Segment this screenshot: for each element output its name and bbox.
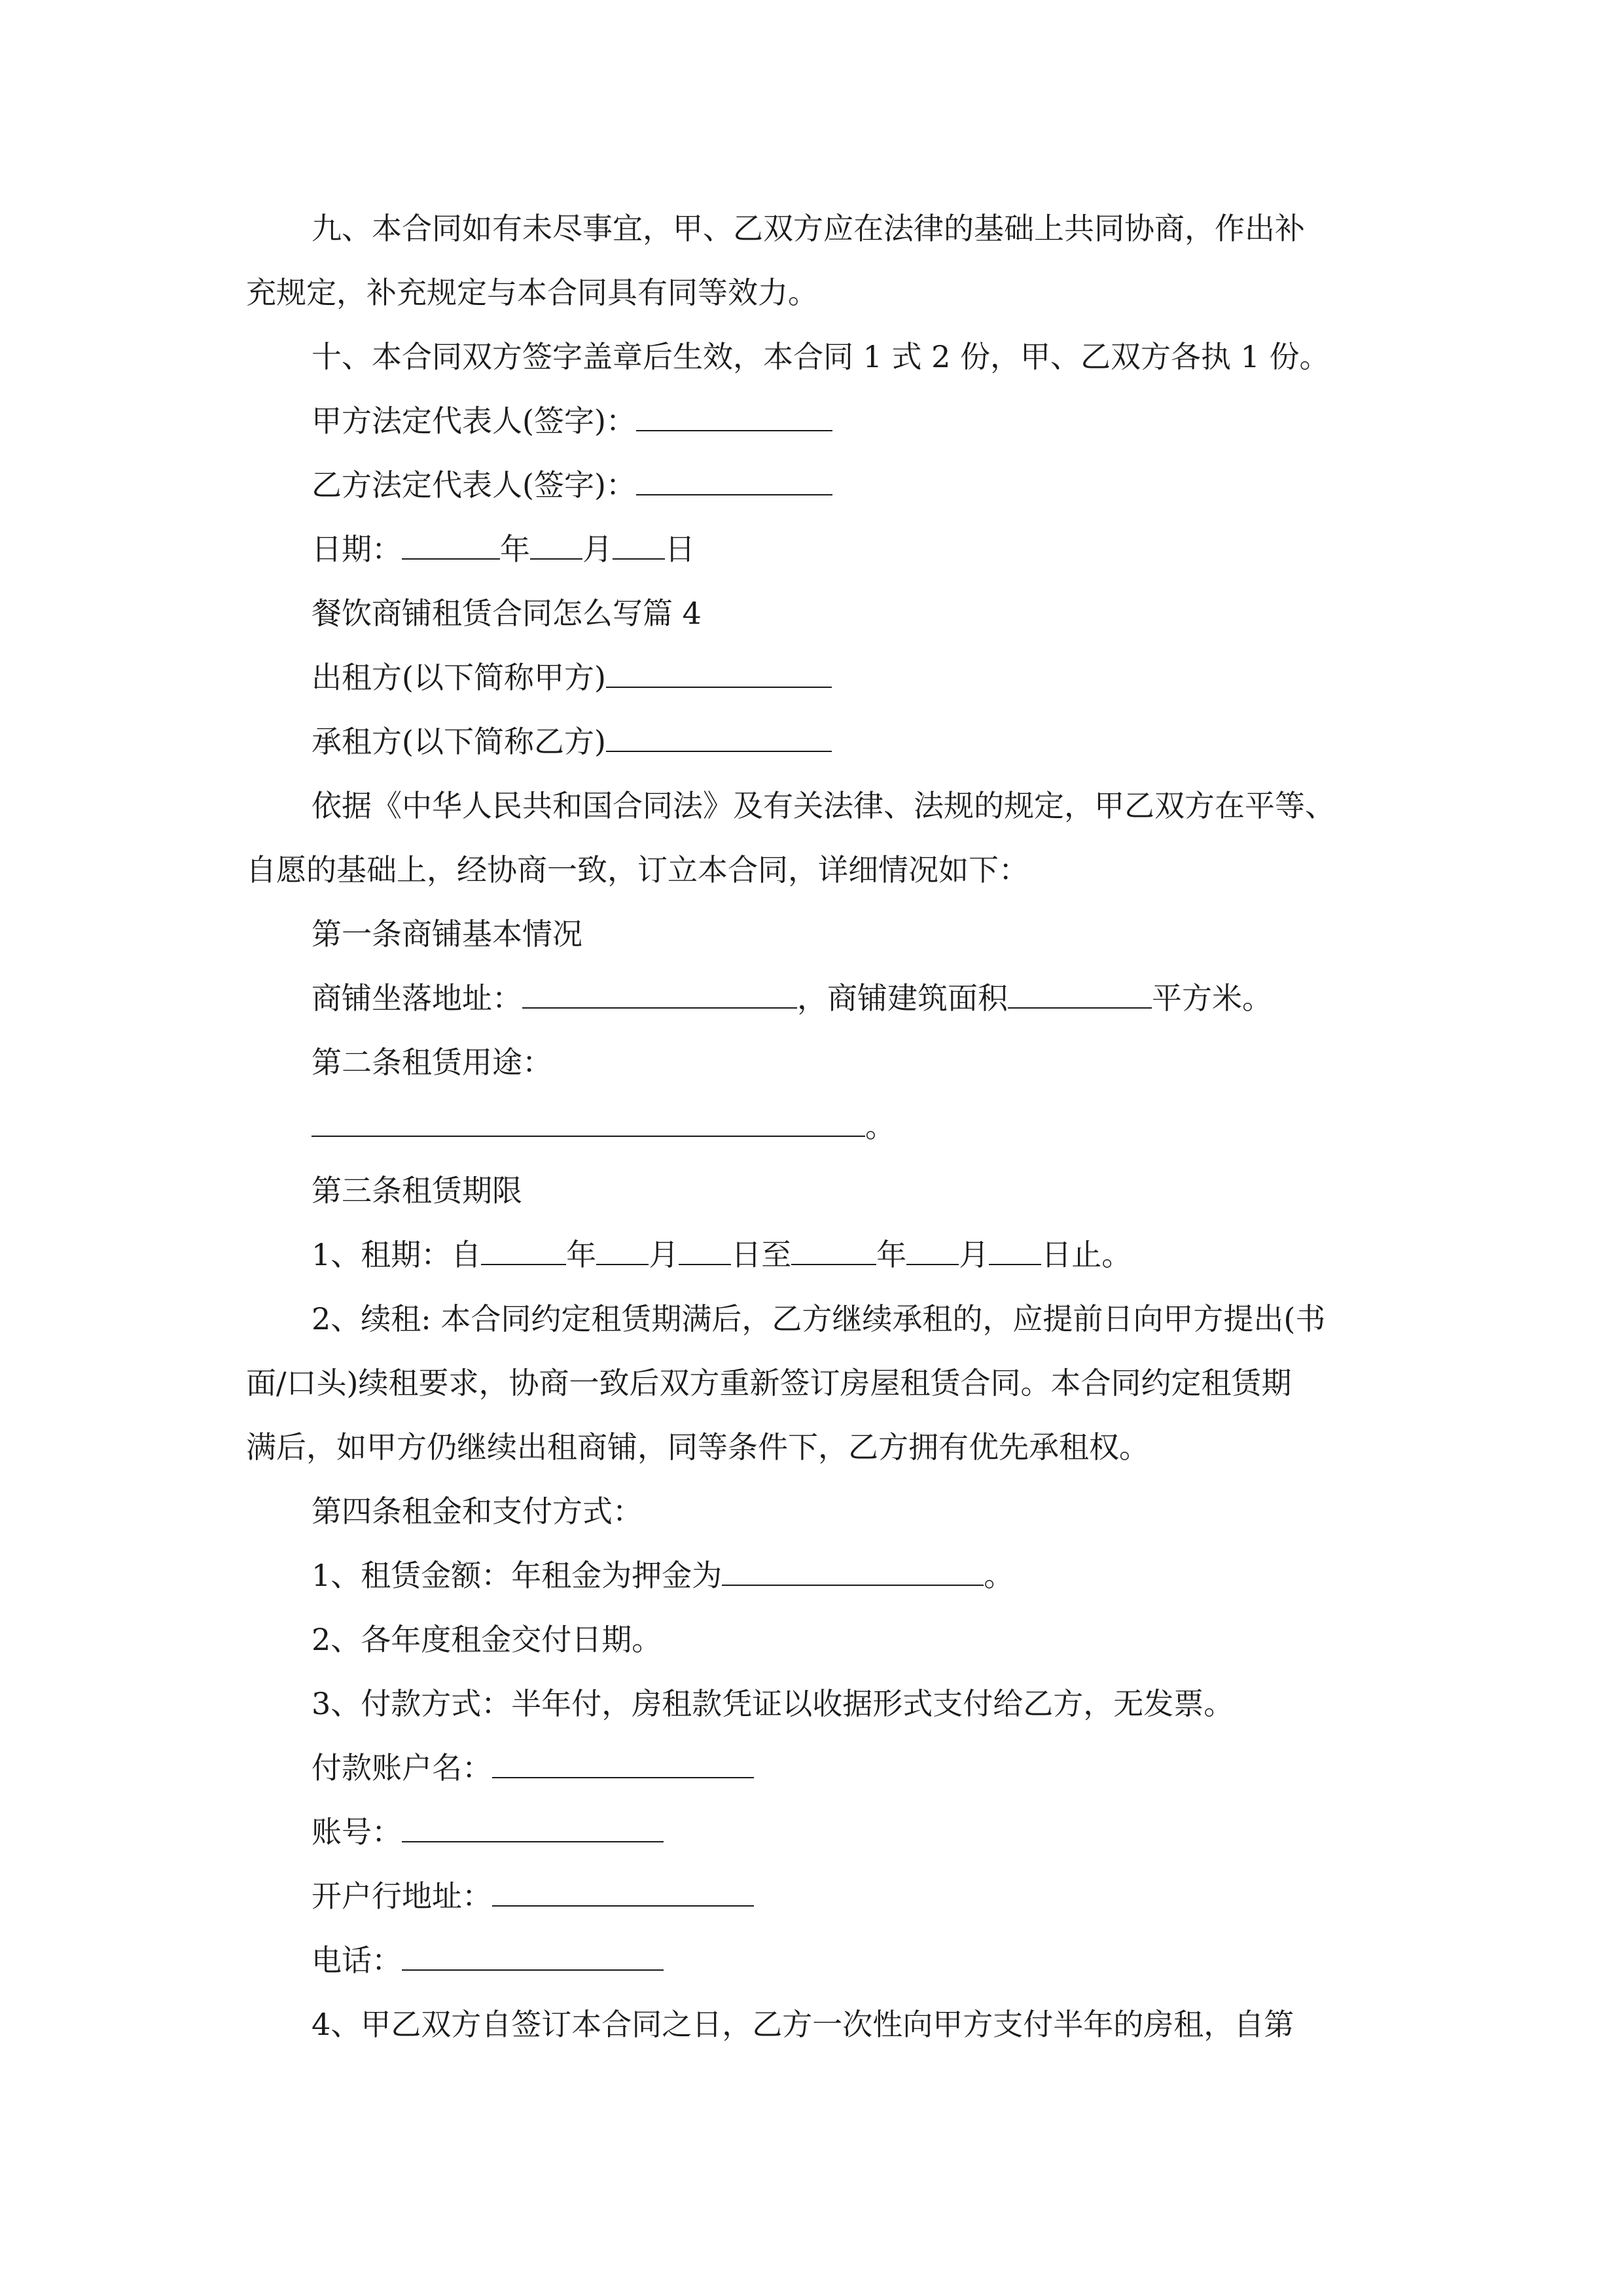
account-number-blank[interactable] (402, 1802, 664, 1842)
lessee-blank[interactable] (606, 711, 832, 752)
preamble-line-1: 依据《中华人民共和国合同法》及有关法律、法规的规定，甲乙双方在平等、 (312, 788, 1335, 823)
rent-payment-date-line: 2、各年度租金交付日期。 (312, 1622, 662, 1657)
lessee-line: 承租方(以下简称乙方) (312, 709, 832, 774)
phone-line: 电话： (312, 1928, 664, 1992)
term-start-month-blank[interactable] (596, 1225, 649, 1265)
term-end-day-blank[interactable] (989, 1225, 1041, 1265)
party-a-signature: 甲方法定代表人(签字)： (312, 389, 832, 453)
date-year-blank[interactable] (402, 519, 500, 560)
shop-area-blank[interactable] (1008, 968, 1152, 1009)
lease-purpose-line: 。 (312, 1094, 895, 1158)
article-four-heading: 第四条租金和支付方式： (312, 1494, 643, 1529)
account-name-line: 付款账户名： (312, 1736, 754, 1800)
preamble-line-2: 自愿的基础上，经协商一致，订立本合同，详细情况如下： (246, 852, 1029, 888)
lease-term-line: 1、租期：自 年 月 日至 年 月 日止。 (312, 1223, 1132, 1287)
party-b-signature-blank[interactable] (636, 455, 832, 495)
renewal-line-3: 满后，如甲方仍继续出租商铺，同等条件下，乙方拥有优先承租权。 (246, 1429, 1149, 1465)
article-one-heading: 第一条商铺基本情况 (312, 916, 582, 952)
bank-address-blank[interactable] (492, 1866, 754, 1907)
account-name-blank[interactable] (492, 1738, 754, 1778)
term-start-day-blank[interactable] (679, 1225, 731, 1265)
deposit-blank[interactable] (722, 1545, 984, 1586)
renewal-line-1: 2、续租: 本合同约定租赁期满后，乙方继续承租的，应提前日向甲方提出(书 (312, 1301, 1326, 1336)
account-number-line: 账号： (312, 1800, 664, 1864)
bank-address-line: 开户行地址： (312, 1864, 754, 1928)
shop-address-blank[interactable] (522, 968, 797, 1009)
lease-purpose-blank[interactable] (312, 1096, 865, 1137)
article-three-heading: 第三条租赁期限 (312, 1173, 522, 1208)
clause-nine-line-1: 九、本合同如有未尽事宜，甲、乙双方应在法律的基础上共同协商，作出补 (312, 211, 1305, 246)
clause-nine-line-2: 充规定，补充规定与本合同具有同等效力。 (246, 275, 818, 310)
term-end-year-blank[interactable] (791, 1225, 876, 1265)
renewal-line-2: 面/口头)续租要求，协商一致后双方重新签订房屋租赁合同。本合同约定租赁期 (246, 1365, 1292, 1401)
lessor-blank[interactable] (606, 647, 832, 688)
party-b-signature: 乙方法定代表人(签字)： (312, 453, 832, 517)
section-title: 餐饮商铺租赁合同怎么写篇 4 (312, 596, 702, 631)
date-day-blank[interactable] (613, 519, 665, 560)
clause-ten: 十、本合同双方签字盖章后生效，本合同 1 式 2 份，甲、乙双方各执 1 份。 (312, 339, 1330, 374)
clause-four-line: 4、甲乙双方自签订本合同之日，乙方一次性向甲方支付半年的房租，自第 (312, 2007, 1294, 2042)
phone-blank[interactable] (402, 1930, 664, 1971)
payment-method-line: 3、付款方式：半年付，房租款凭证以收据形式支付给乙方，无发票。 (312, 1686, 1234, 1721)
date-month-blank[interactable] (530, 519, 582, 560)
term-end-month-blank[interactable] (906, 1225, 959, 1265)
shop-address-line: 商铺坐落地址： ，商铺建筑面积 平方米。 (312, 966, 1272, 1030)
signing-date: 日期： 年 月 日 (312, 517, 695, 581)
rent-amount-line: 1、租赁金额：年租金为押金为 。 (312, 1543, 1014, 1607)
article-two-heading: 第二条租赁用途： (312, 1045, 552, 1080)
lessor-line: 出租方(以下简称甲方) (312, 645, 832, 709)
party-a-signature-blank[interactable] (636, 391, 832, 431)
term-start-year-blank[interactable] (481, 1225, 566, 1265)
